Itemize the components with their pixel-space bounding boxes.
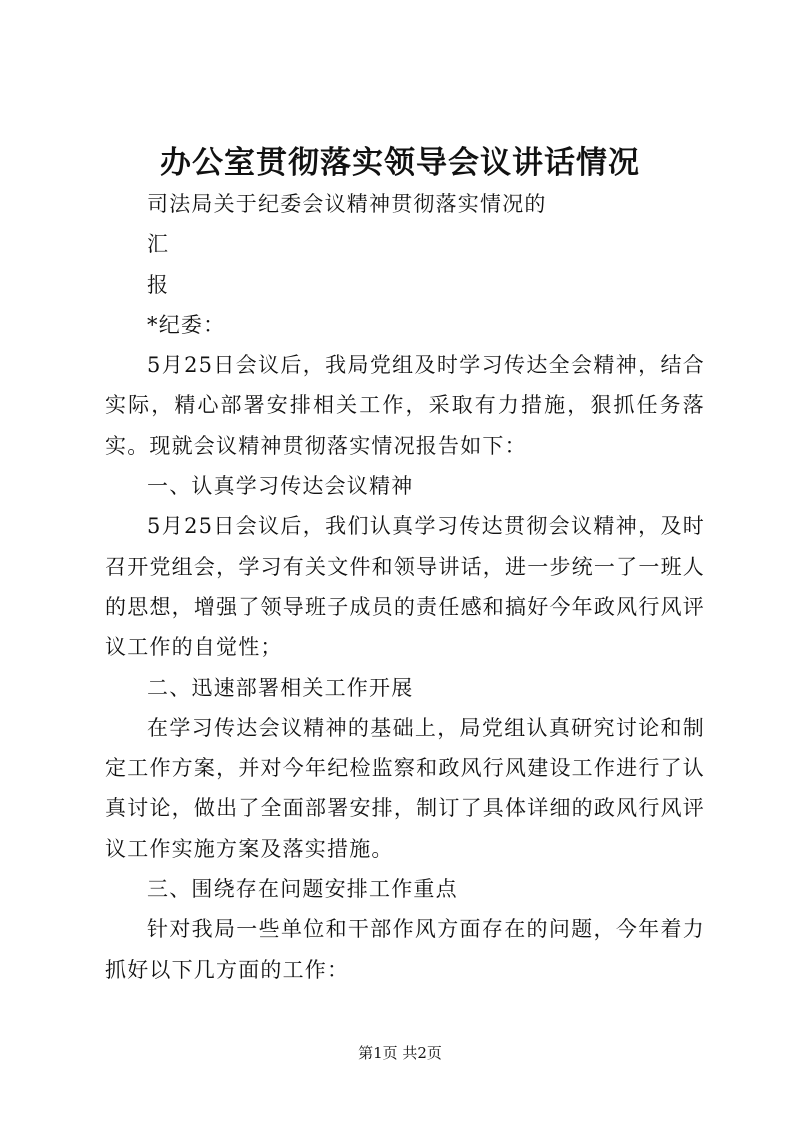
paragraph-heading-line: 司法局关于纪委会议精神贯彻落实情况的 <box>147 192 547 216</box>
paragraph-salutation: *纪委： <box>147 312 226 337</box>
document-title: 办公室贯彻落实领导会议讲话情况 <box>160 145 640 181</box>
document-body <box>105 184 705 990</box>
paragraph-section-2: 在学习传达会议精神的基础上，局党组认真研究讨论和制定工作方案，并对今年纪检监察和政风行风建设工作进行了认真讨论，做出了全面部署安排，制订了具体详细的政风行风评议工作实施方案及落实措施。 <box>105 715 705 861</box>
section-heading-2: 二、迅速部署相关工作开展 <box>147 675 414 700</box>
section-heading-3: 三、围绕存在问题安排工作重点 <box>147 877 458 902</box>
page-footer: 第1页 共2页 <box>358 1044 442 1062</box>
paragraph-bao: 报 <box>147 272 170 297</box>
paragraph-hui: 汇 <box>147 232 170 257</box>
paragraph-section-3: 针对我局一些单位和干部作风方面存在的问题，今年着力抓好以下几方面的工作： <box>105 917 705 982</box>
paragraph-section-1: 5月25日会议后，我们认真学习传达贯彻会议精神，及时召开党组会，学习有关文件和领导讲话，进一步统一了一班人的思想，增强了领导班子成员的责任感和搞好今年政风行风评议工作的自觉性； <box>105 514 705 660</box>
section-heading-1: 一、认真学习传达会议精神 <box>147 474 414 499</box>
paragraph-intro: 5月25日会议后，我局党组及时学习传达全会精神，结合实际，精心部署安排相关工作，采取有力措施，狠抓任务落实。现就会议精神贯彻落实情况报告如下： <box>105 353 705 458</box>
